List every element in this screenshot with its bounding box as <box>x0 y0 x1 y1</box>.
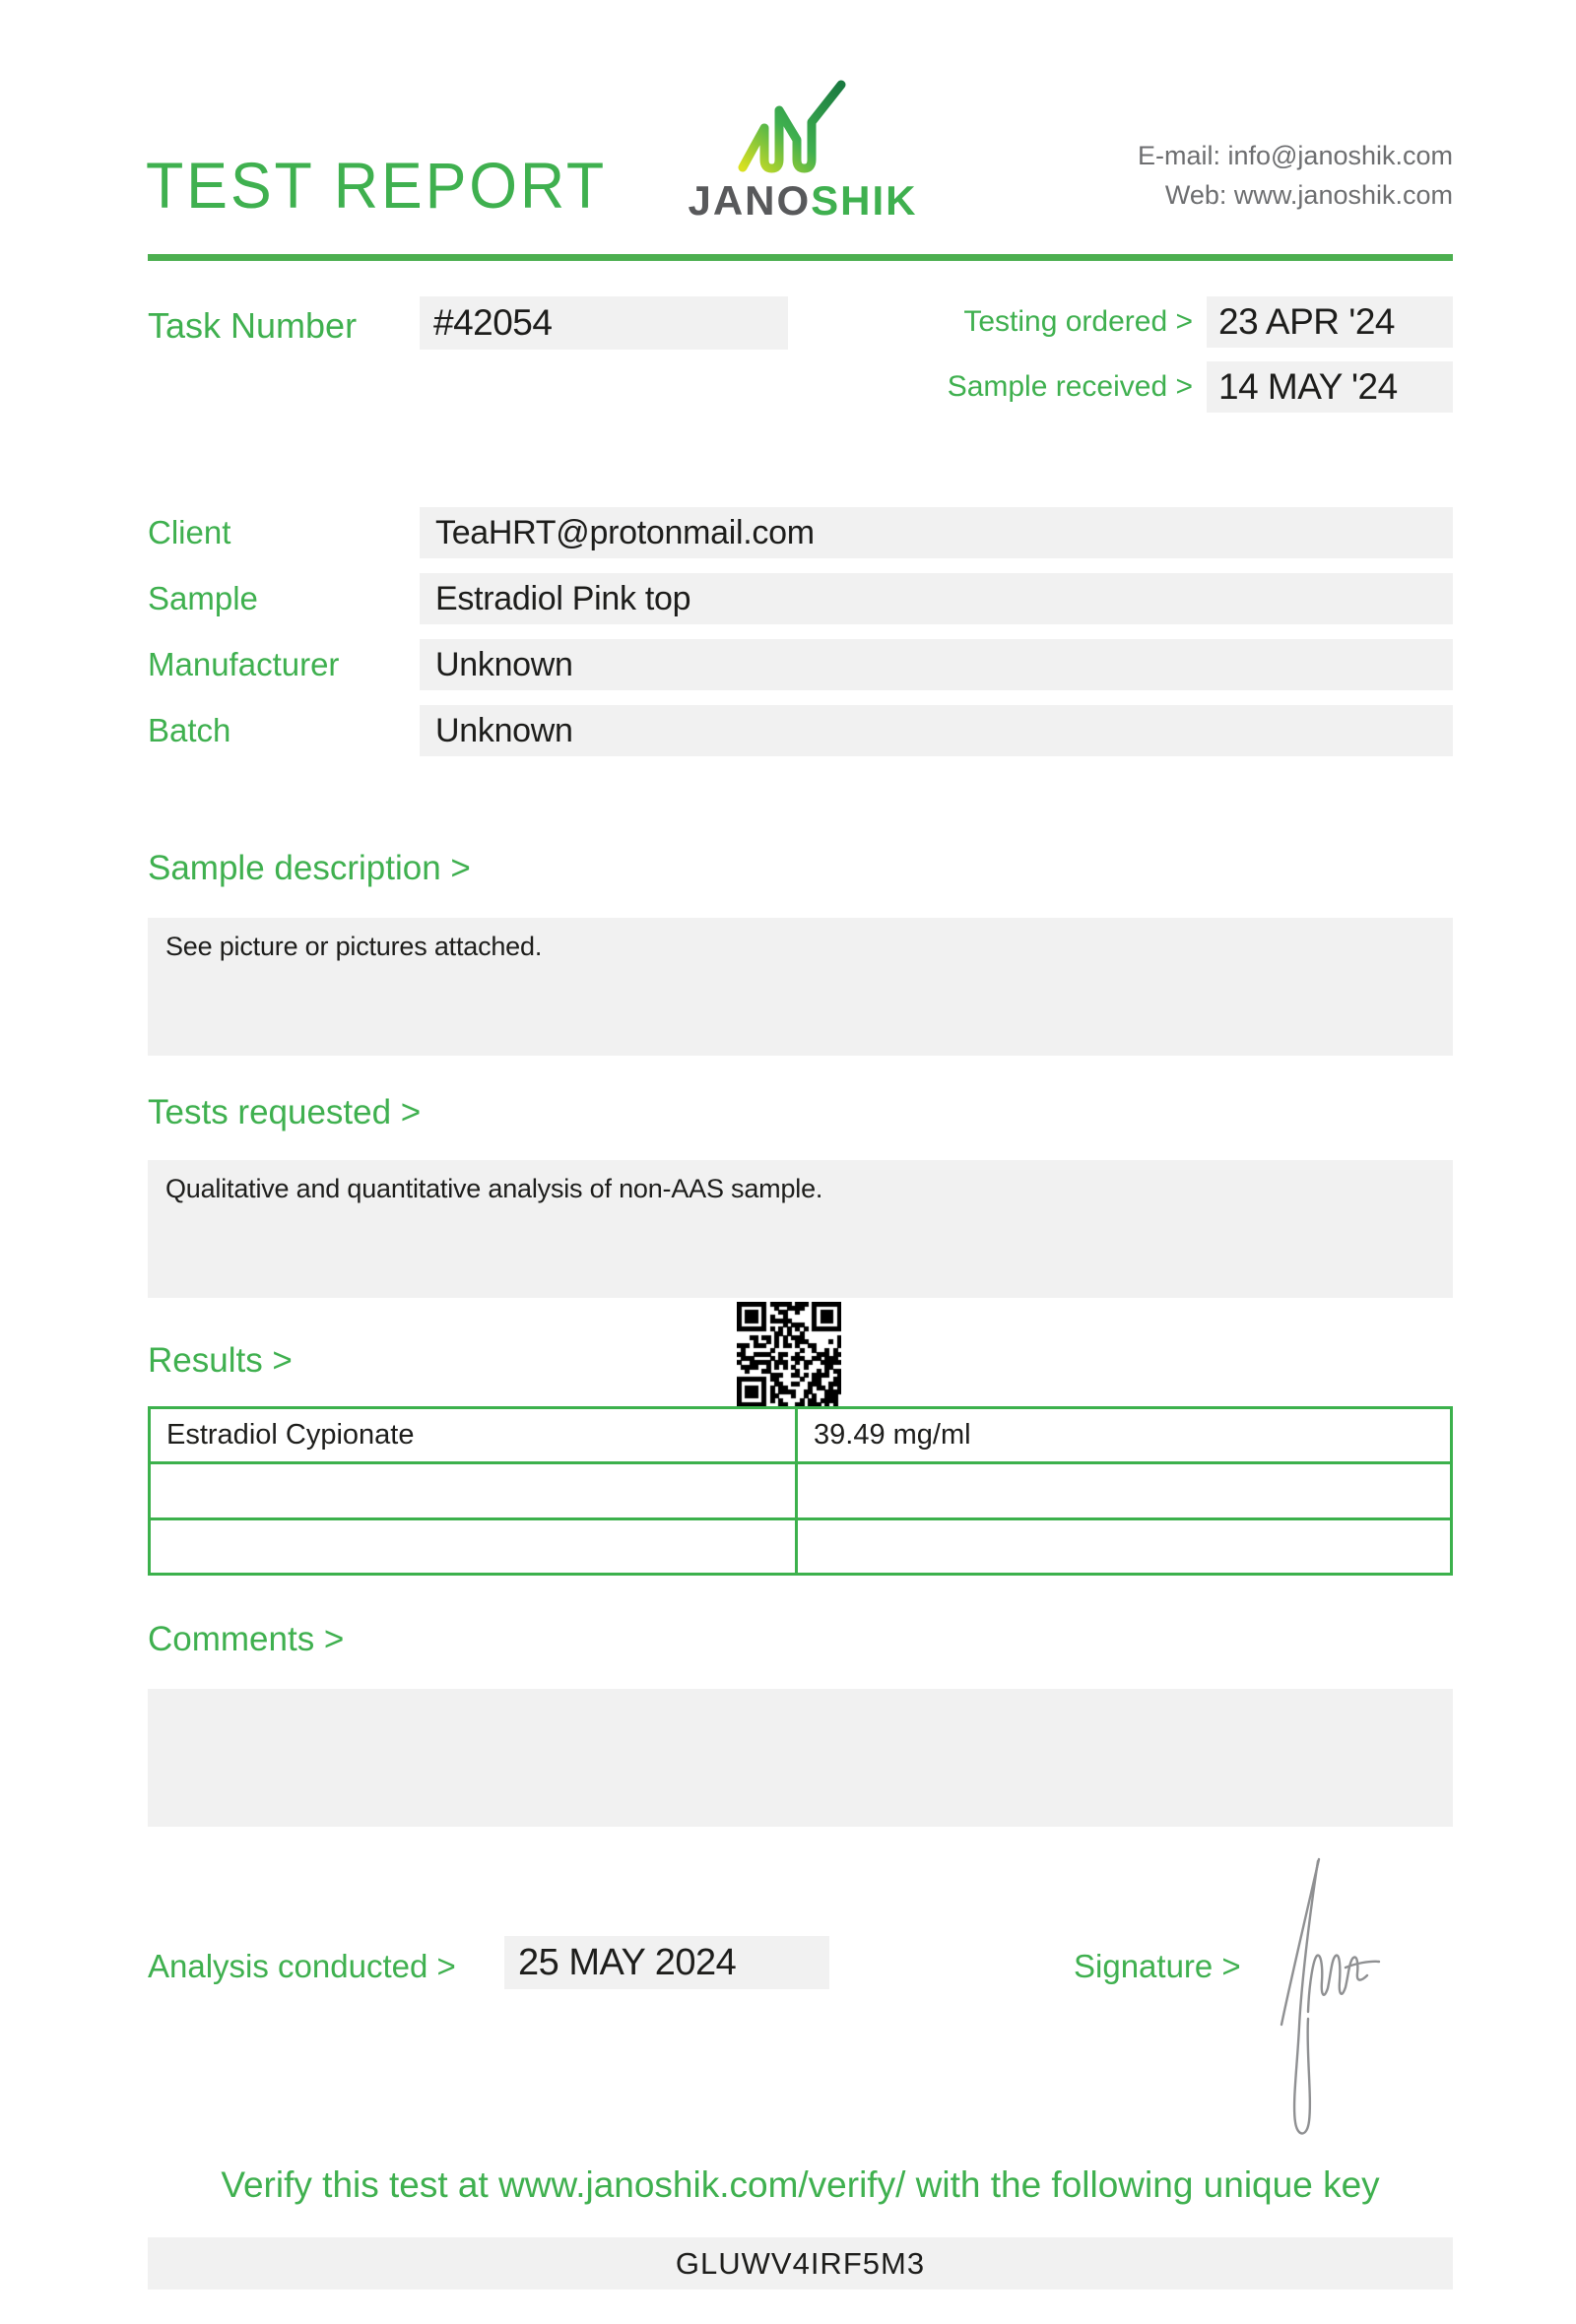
results-heading: Results > <box>148 1341 293 1380</box>
client-row <box>148 507 1453 558</box>
task-number-value: #42054 <box>420 296 788 350</box>
sample-description-heading: Sample description > <box>148 849 471 887</box>
contact-email-line <box>1138 136 1453 175</box>
sample-row <box>148 573 1453 624</box>
logo-text-shik: SHIK <box>811 177 918 224</box>
analysis-conducted-label: Analysis conducted > <box>148 1948 456 1984</box>
results-table <box>148 1406 1453 1576</box>
email-label: E-mail: <box>1137 141 1220 170</box>
signature-handwriting <box>1274 1849 1441 2145</box>
client-label: Client <box>148 514 231 550</box>
manufacturer-label: Manufacturer <box>148 646 340 682</box>
sample-value: Estradiol Pink top <box>420 573 1453 624</box>
testing-ordered-value: 23 APR '24 <box>1207 296 1453 348</box>
logo-text-jano: JANO <box>688 177 812 224</box>
batch-value: Unknown <box>420 705 1453 756</box>
comments-heading: Comments > <box>148 1620 345 1658</box>
email-value: info@janoshik.com <box>1227 141 1453 170</box>
sample-received-value: 14 MAY '24 <box>1207 361 1453 413</box>
info-rows <box>148 507 1453 771</box>
signature-label: Signature > <box>1074 1948 1241 1984</box>
testing-ordered-label: Testing ordered > <box>963 305 1193 338</box>
sample-description-box: See picture or pictures attached. <box>148 918 1453 1056</box>
header-divider <box>148 254 1453 261</box>
manufacturer-value: Unknown <box>420 639 1453 690</box>
logo-wordmark <box>680 177 926 225</box>
analysis-conducted-value: 25 MAY 2024 <box>504 1936 829 1989</box>
janoshik-logo <box>680 77 926 225</box>
tests-requested-box: Qualitative and quantitative analysis of non-AAS sample. <box>148 1160 1453 1298</box>
web-label: Web: <box>1164 180 1227 210</box>
logo-chart-icon <box>729 77 877 175</box>
result-empty-cell <box>151 1520 795 1573</box>
verify-instruction: Verify this test at www.janoshik.com/verify/ with the following unique key <box>221 2164 1380 2205</box>
testing-ordered-row <box>886 296 1453 348</box>
contact-block <box>1138 136 1453 215</box>
tests-requested-heading: Tests requested > <box>148 1093 422 1131</box>
manufacturer-row <box>148 639 1453 690</box>
sample-received-label: Sample received > <box>947 370 1193 403</box>
contact-web-line <box>1138 175 1453 215</box>
result-empty-cell <box>151 1464 795 1517</box>
result-empty-cell <box>798 1464 1450 1517</box>
page-title: TEST REPORT <box>146 149 608 222</box>
task-number-label: Task Number <box>148 305 358 346</box>
batch-label: Batch <box>148 712 231 748</box>
batch-row <box>148 705 1453 756</box>
client-value: TeaHRT@protonmail.com <box>420 507 1453 558</box>
verify-key: GLUWV4IRF5M3 <box>148 2237 1453 2290</box>
sample-label: Sample <box>148 580 258 616</box>
qr-code <box>737 1302 841 1406</box>
sample-received-row <box>886 361 1453 413</box>
result-amount-cell: 39.49 mg/ml <box>798 1409 1450 1461</box>
web-value: www.janoshik.com <box>1233 180 1453 210</box>
comments-box <box>148 1689 1453 1827</box>
result-substance-cell: Estradiol Cypionate <box>151 1409 795 1461</box>
result-empty-cell <box>798 1520 1450 1573</box>
